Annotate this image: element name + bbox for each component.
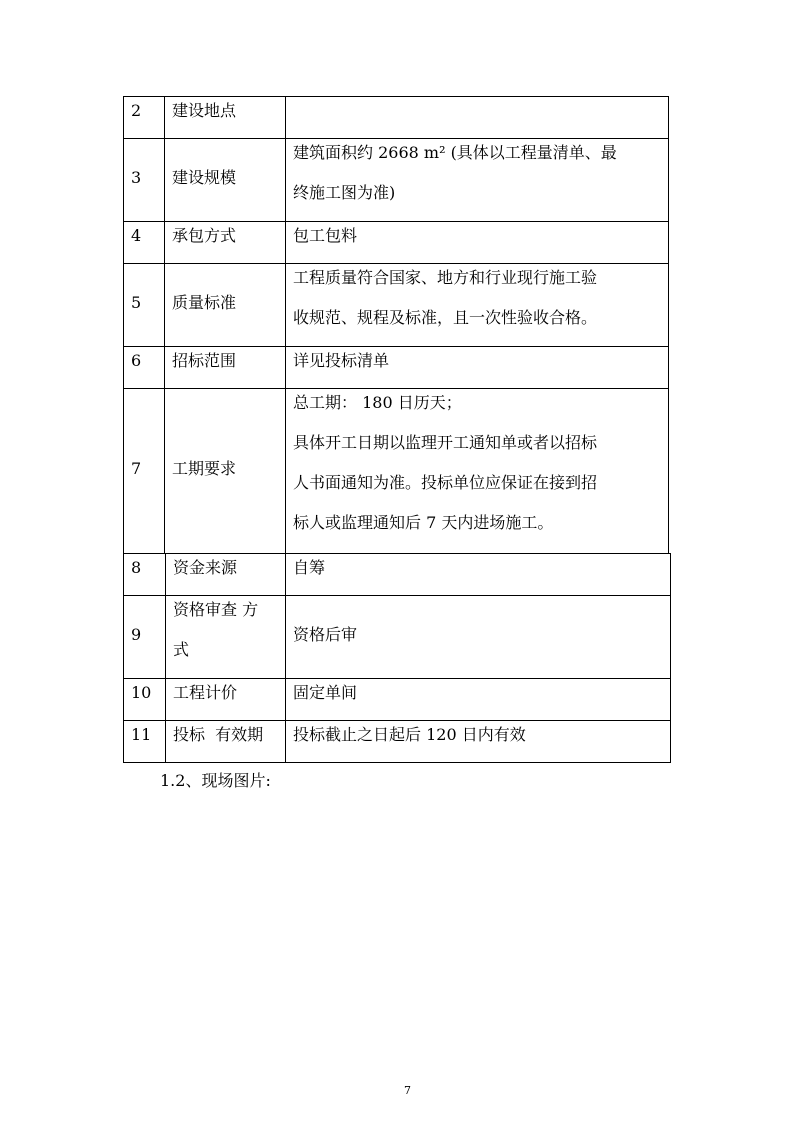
table-row (124, 721, 671, 763)
row-item-line: 招标范围 (172, 351, 237, 370)
row-number-line: 4 (131, 226, 142, 245)
table-row (124, 679, 671, 721)
row-number (124, 389, 165, 554)
table-row (124, 596, 671, 679)
row-item (165, 347, 286, 389)
row-content (286, 389, 669, 554)
row-item-line: 投标 有效期 (173, 725, 264, 744)
row-item-line: 工期要求 (172, 459, 237, 478)
row-content-line: 自筹 (293, 558, 326, 577)
row-item (165, 139, 286, 222)
row-item-line: 建设规模 (172, 168, 237, 187)
row-number-line: 6 (131, 351, 142, 370)
row-item-line: 承包方式 (172, 226, 237, 245)
row-item-line: 质量标准 (172, 293, 237, 312)
row-content-line: 收规范、规程及标准，且一次性验收合格。 (293, 308, 598, 327)
table-row (124, 389, 669, 554)
row-number-line: 5 (131, 293, 142, 312)
project-info-table (123, 96, 669, 554)
project-info-table-continued (123, 553, 671, 763)
row-content (286, 679, 671, 721)
row-item (165, 389, 286, 554)
row-content-line: 工程质量符合国家、地方和行业现行施工验 (293, 268, 598, 287)
row-item (165, 222, 286, 264)
row-content (286, 596, 671, 679)
row-item (165, 264, 286, 347)
row-content (286, 97, 669, 139)
row-item (166, 721, 286, 763)
row-number (124, 222, 165, 264)
row-content-line: 资格后审 (293, 625, 358, 644)
row-item (165, 97, 286, 139)
table-row (124, 264, 669, 347)
row-number-line: 9 (131, 625, 142, 644)
row-item-line: 建设地点 (172, 101, 237, 120)
row-content-line: 投标截止之日起后 120 日内有效 (293, 725, 526, 744)
row-item-line: 式 (173, 640, 190, 659)
row-number-line: 11 (131, 725, 152, 744)
row-content-line: 人书面通知为准。投标单位应保证在接到招 (293, 473, 598, 492)
row-number (124, 97, 165, 139)
row-item-line: 工程计价 (173, 683, 238, 702)
row-content-line: 固定单间 (293, 683, 358, 702)
row-content (286, 139, 669, 222)
row-content (286, 554, 671, 596)
section-heading: 1.2、现场图片: (160, 771, 271, 790)
row-content-line: 建筑面积约 2668 m² (具体以工程量清单、最 (293, 143, 617, 162)
row-content-line: 包工包料 (293, 226, 358, 245)
row-number-line: 7 (131, 459, 142, 478)
table-row (124, 222, 669, 264)
row-content (286, 347, 669, 389)
row-number (124, 139, 165, 222)
row-number (124, 347, 165, 389)
row-content-line: 终施工图为准) (293, 183, 396, 202)
table-row (124, 139, 669, 222)
table-row (124, 97, 669, 139)
row-content (286, 222, 669, 264)
row-content-line: 详见投标清单 (293, 351, 390, 370)
row-content-line: 具体开工日期以监理开工通知单或者以招标 (293, 433, 598, 452)
row-content (286, 264, 669, 347)
row-number-line: 3 (131, 168, 142, 187)
table-row (124, 554, 671, 596)
row-item (166, 554, 286, 596)
row-number-line: 2 (131, 101, 142, 120)
table-row (124, 347, 669, 389)
row-content (286, 721, 671, 763)
row-item-line: 资金来源 (173, 558, 238, 577)
row-number-line: 10 (131, 683, 152, 702)
row-number (124, 596, 166, 679)
row-number-line: 8 (131, 558, 142, 577)
row-item-line: 资格审查 方 (173, 600, 259, 619)
row-item (166, 596, 286, 679)
row-content-line: 总工期： 180 日历天； (293, 393, 462, 412)
row-number (124, 264, 165, 347)
row-content-line: 标人或监理通知后 7 天内进场施工。 (293, 513, 554, 532)
row-item (166, 679, 286, 721)
page-number: 7 (404, 1084, 411, 1097)
row-number (124, 679, 166, 721)
row-number (124, 721, 166, 763)
row-number (124, 554, 166, 596)
